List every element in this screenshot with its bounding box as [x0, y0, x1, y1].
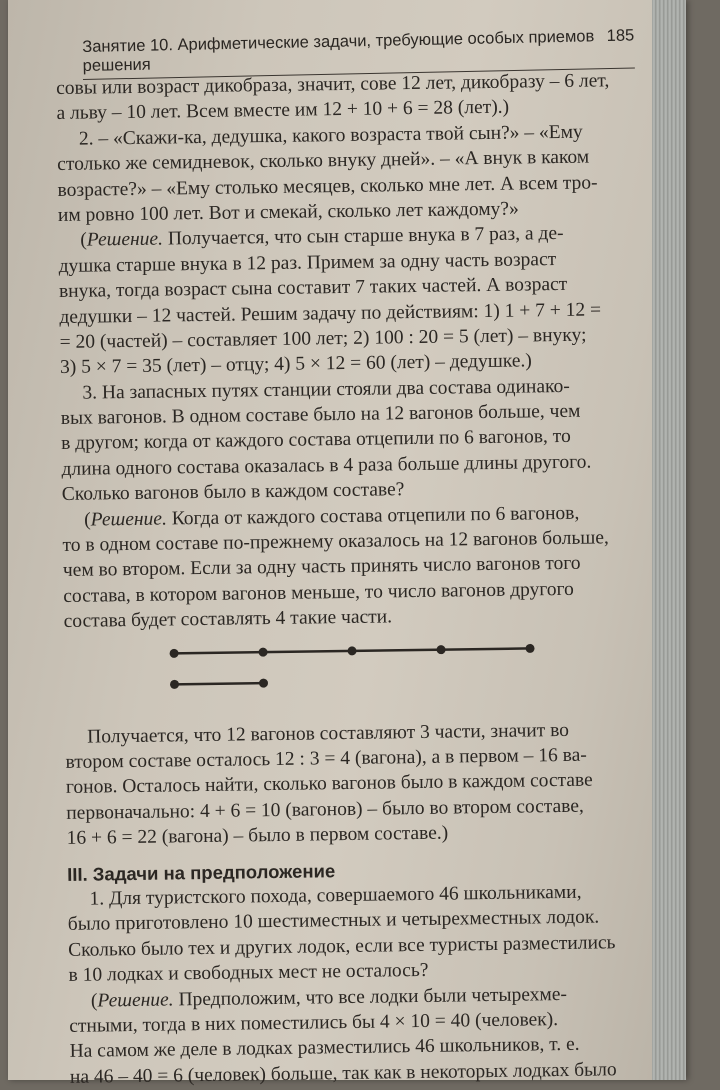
solution-2-line: = 20 (частей) – составляет 100 лет; 2) 100 : 20 = 5 (лет) – внуку;: [59, 324, 587, 353]
page-content: [56, 68, 656, 1090]
problem-3-line: Сколько вагонов было в каждом составе?: [61, 479, 405, 506]
solution-label: Решение.: [97, 988, 174, 1012]
text-line: совы или возраст дикобраза, значит, сове 12 лет, дикобразу – 6 лет,: [56, 70, 610, 99]
segment-point: [170, 679, 179, 688]
section-3-problem-1-line: было приготовлено 10 шестиместных и четырехместных лодок.: [67, 906, 600, 936]
section-3-solution-1-line: стными, тогда в них поместились бы 4 × 10 = 40 (человек).: [69, 1008, 559, 1037]
solution-text: Предположим, что все лодки были четырехме-: [173, 983, 568, 1010]
section-3-solution-1-line: На самом же деле в лодках разместились 46 школьников, т. е.: [69, 1034, 580, 1063]
page-number: 185: [606, 26, 635, 46]
segment-diagram-svg: [164, 634, 545, 709]
section-3-problem-1-line: в 10 лодках и свободных мест не осталось?: [68, 959, 429, 987]
section-heading: III. Задачи на предположение: [66, 859, 336, 885]
solution-3-line: первоначально: 4 + 6 = 10 (вагонов) – было во втором составе,: [66, 795, 584, 824]
solution-2-line: 3) 5 × 7 = 35 (лет) – отцу; 4) 5 × 12 = 60 (лет) – дедушке.): [59, 350, 532, 379]
segment-point: [525, 643, 534, 652]
solution-2-line: душка старше внука в 12 раз. Примем за одну часть возраст: [58, 248, 557, 277]
solution-label: Решение.: [86, 228, 164, 251]
solution-3-line: гонов. Осталось найти, сколько вагонов было в каждом составе: [65, 769, 593, 799]
solution-2-line: дедушки – 12 частей. Решим задачу по действиям: 1) 1 + 7 + 12 =: [59, 298, 602, 328]
problem-3-line: в другом; когда от каждого состава отцепили по 6 вагонов, то: [60, 426, 571, 455]
section-3-problem-1-line: Сколько было тех и других лодок, если все туристы разместились: [68, 931, 616, 961]
solution-text: Получается, что сын старше внука в 7 раз, а де-: [162, 223, 564, 250]
problem-2-line: им ровно 100 лет. Вот и смекай, сколько лет каждому?»: [57, 198, 519, 226]
segment-line: [175, 683, 264, 684]
problem-3-line: вых вагонов. В одном составе было на 12 вагонов больше, чем: [60, 400, 581, 430]
solution-3-line: то в одном составе по-прежнему оказалось на 12 вагонов больше,: [62, 527, 609, 556]
problem-3-line: 3. На запасных путях станции стояли два состава одинако-: [82, 375, 570, 404]
solution-3-first-line: (Решение. Когда от каждого состава отцепили по 6 вагонов,: [84, 502, 580, 531]
short-segment: [170, 678, 268, 688]
problem-2-line: возрасте?» – «Ему столько месяцев, сколько мне лет. А всем тро-: [57, 172, 598, 201]
header-title: Занятие 10. Арифметические задачи, требующие особых приемов решения: [82, 27, 595, 76]
problem-2-line: столько же семидневок, сколько внуку дней». – «А внук в каком: [57, 146, 590, 176]
long-segment: [170, 643, 535, 657]
problem-3-line: длина одного состава оказалась в 4 раза больше длины другого.: [61, 451, 592, 480]
page-edge: [652, 0, 686, 1080]
segment-point: [259, 678, 268, 687]
text-line: а льву – 10 лет. Всем вместе им 12 + 10 + 6 = 28 (лет).): [56, 97, 510, 125]
solution-text: Когда от каждого состава отцепили по 6 вагонов,: [166, 502, 580, 530]
segment-point: [347, 646, 356, 655]
solution-2-line: внука, тогда возраст сына составит 7 таких частей. А возраст: [58, 274, 568, 303]
segment-point: [436, 645, 445, 654]
solution-3-line: состава, в котором вагонов меньше, то число вагонов другого: [63, 578, 574, 607]
problem-2-line: 2. – «Скажи-ка, дедушка, какого возраста твой сын?» – «Ему: [78, 121, 583, 150]
solution-3-line: 16 + 6 = 22 (вагона) – было в первом составе.): [66, 822, 449, 850]
solution-3-line: чем во втором. Если за одну часть принять число вагонов того: [62, 553, 581, 582]
section-3-solution-1-line: на 46 – 40 = 6 (человек) больше, так как в некоторых лодках было: [69, 1058, 617, 1088]
solution-3-line: Получается, что 12 вагонов составляют 3 части, значит во: [87, 719, 570, 748]
segment-diagram: [64, 626, 651, 724]
segment-point: [170, 648, 179, 657]
section-3-solution-1-first-line: (Решение. Предположим, что все лодки были четырехме-: [90, 983, 568, 1012]
solution-3-line: состава будет составлять 4 такие части.: [63, 606, 393, 633]
solution-2-first-line: (Решение. Получается, что сын старше внука в 7 раз, а де-: [80, 223, 564, 252]
solution-label: Решение.: [90, 508, 168, 531]
segment-point: [258, 647, 267, 656]
section-3-problem-1-line: 1. Для туристского похода, совершаемого 46 школьниками,: [89, 881, 582, 910]
solution-3-line: втором составе осталось 12 : 3 = 4 (вагона), а в первом – 16 ва-: [65, 744, 587, 773]
book-page: [8, 0, 686, 1088]
